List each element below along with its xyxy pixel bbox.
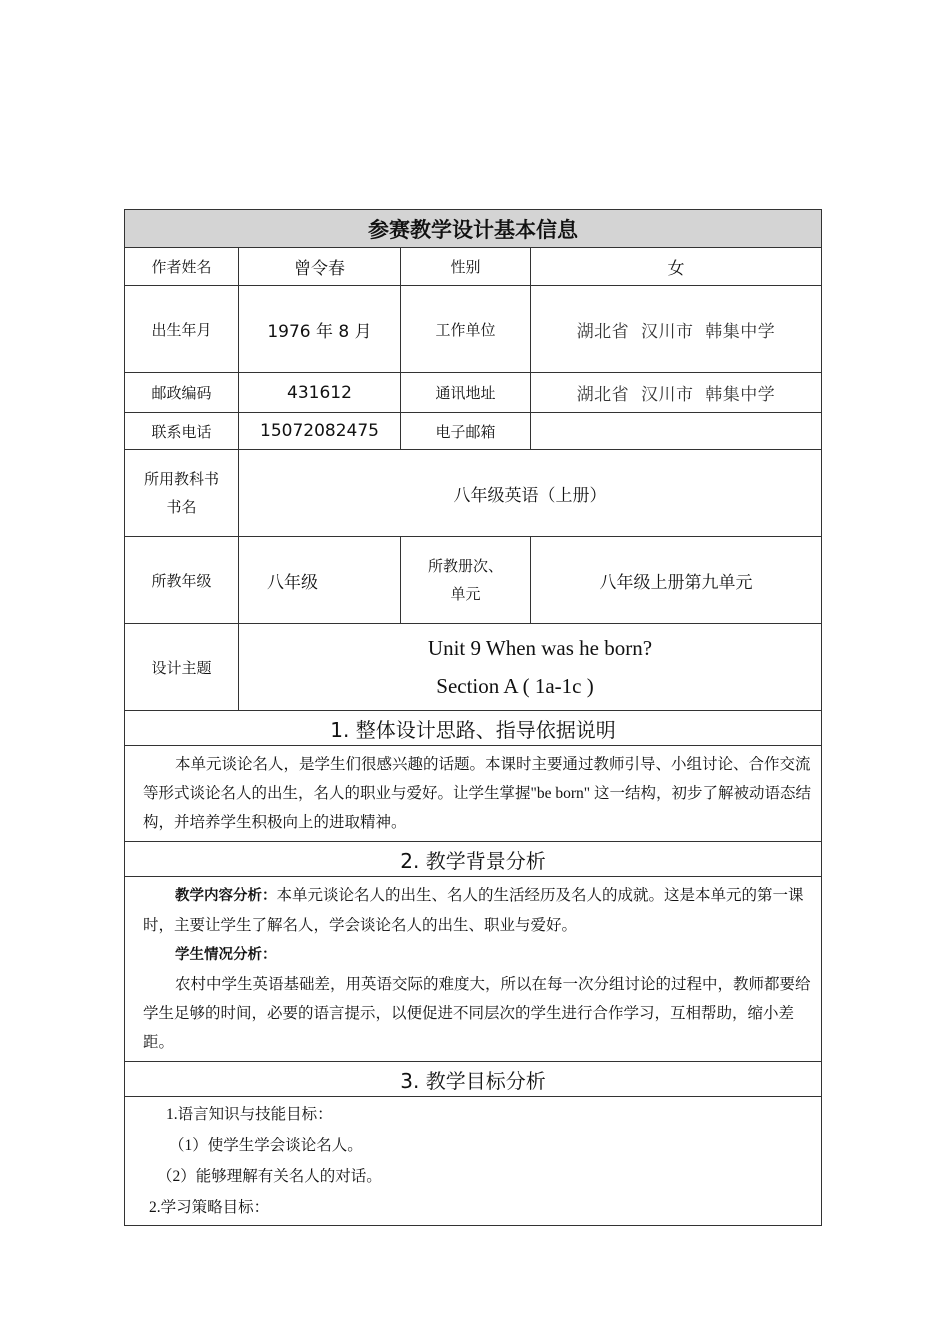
theme-line-2: Section A ( 1a-1c ) [436,674,594,698]
gender-label: 性别 [401,248,531,286]
section3-body-row [125,1097,822,1226]
phone-row [125,413,822,450]
section1-heading-row [125,711,822,746]
section3-heading-row [125,1062,822,1097]
content-analysis-text: 本单元谈论名人的出生、名人的生活经历及名人的成就。这是本单元的第一课时，主要让学生了解名人，学会谈论名人的出生、职业与爱好。 [143,887,804,934]
section1-heading: 1. 整体设计思路、指导依据说明 [125,711,822,746]
textbook-label [125,450,239,537]
workplace-value: 湖北省 汉川市 韩集中学 [531,286,822,373]
grade-value: 八年级 [239,537,401,624]
author-value: 曾令春 [239,248,401,286]
title-row [125,210,822,248]
textbook-label-line-1: 所用教科书 [143,470,219,488]
goal-1-b: （2）能够理解有关名人的对话。 [157,1168,382,1185]
section2-body-row [125,877,822,1062]
volume-value: 八年级上册第九单元 [531,537,822,624]
volume-label-line-1: 所教册次、 [427,557,503,575]
student-analysis-label: 学生情况分析： [175,947,277,963]
textbook-row [125,450,822,537]
theme-row [125,624,822,711]
volume-label-line-2: 单元 [450,585,481,603]
student-analysis-text: 农村中学生英语基础差，用英语交际的难度大，所以在每一次分组讨论的过程中，教师都要给学生足够的时间，必要的语言提示，以便促进不同层次的学生进行合作学习，互相帮助，缩小差距。 [143,976,811,1051]
postcode-row [125,373,822,413]
goal-2: 2.学习策略目标： [149,1199,270,1216]
phone-label: 联系电话 [125,413,239,450]
address-label: 通讯地址 [401,373,531,413]
theme-label: 设计主题 [125,624,239,711]
textbook-value: 八年级英语（上册） [239,450,822,537]
form-title: 参赛教学设计基本信息 [125,210,822,248]
student-analysis-label-line [143,940,813,970]
content-analysis [143,881,813,940]
birth-label: 出生年月 [125,286,239,373]
theme-line-1: Unit 9 When was he born? [427,636,653,660]
phone-value: 15072082475 [239,413,401,450]
postcode-label: 邮政编码 [125,373,239,413]
birth-value: 1976 年 8 月 [239,286,401,373]
section1-body [125,746,822,842]
email-label: 电子邮箱 [401,413,531,450]
section2-body [125,877,822,1062]
gender-value: 女 [531,248,822,286]
textbook-label-line-2: 书名 [166,498,197,516]
volume-label [401,537,531,624]
section1-text: 本单元谈论名人，是学生们很感兴趣的话题。本课时主要通过教师引导、小组讨论、合作交流等形式谈论名人的出生，名人的职业与爱好。让学生掌握"be born" 这一结构，初步了解被动语态结构，并培养学生积极向上的进取精神。 [143,756,811,831]
postcode-value: 431612 [239,373,401,413]
email-value [531,413,822,450]
section3-body [125,1097,822,1226]
goal-1: 1.语言知识与技能目标： [166,1106,333,1123]
author-label: 作者姓名 [125,248,239,286]
address-value: 湖北省 汉川市 韩集中学 [531,373,822,413]
section2-heading-row [125,842,822,877]
info-table [124,209,822,1226]
workplace-label: 工作单位 [401,286,531,373]
grade-row [125,537,822,624]
info-form [124,209,821,1226]
section1-body-row [125,746,822,842]
section2-heading: 2. 教学背景分析 [125,842,822,877]
content-analysis-label: 教学内容分析： [175,888,277,904]
grade-label: 所教年级 [125,537,239,624]
section3-heading: 3. 教学目标分析 [125,1062,822,1097]
goal-1-a: （1）使学生学会谈论名人。 [169,1137,363,1154]
author-row [125,248,822,286]
birth-row [125,286,822,373]
theme-value [239,624,822,711]
